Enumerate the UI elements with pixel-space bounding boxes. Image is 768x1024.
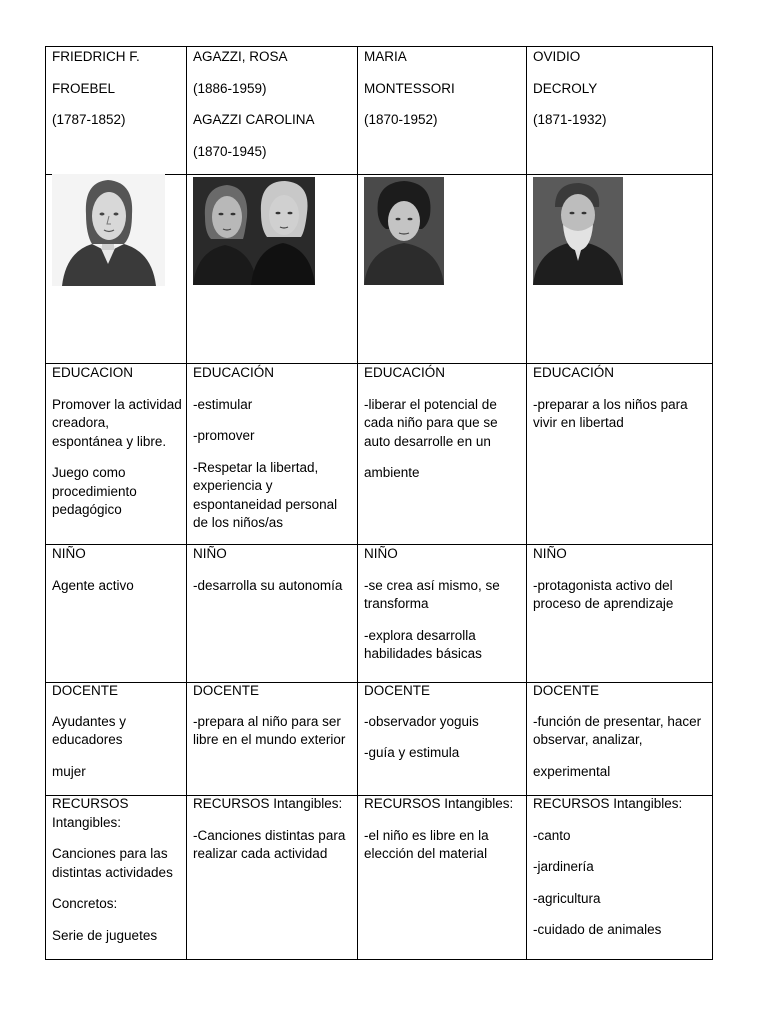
docente-froebel bbox=[46, 682, 186, 781]
recursos-agazzi bbox=[187, 795, 357, 864]
header-agazzi bbox=[187, 47, 357, 161]
cell-text: -canto bbox=[533, 827, 571, 843]
section-title: NIÑO bbox=[52, 546, 86, 561]
header-montessori bbox=[358, 47, 526, 130]
froebel-portrait bbox=[52, 174, 165, 286]
comparison-table bbox=[45, 46, 713, 960]
section-title: NIÑO bbox=[533, 546, 567, 561]
header-line: (1886-1959) bbox=[193, 80, 267, 96]
header-line: AGAZZI, ROSA bbox=[193, 49, 288, 64]
cell-text: -promover bbox=[193, 428, 255, 443]
cell-text: -explora desarrolla habilidades básicas bbox=[364, 627, 482, 661]
cell-text: -estimular bbox=[193, 396, 253, 412]
cell-text: mujer bbox=[52, 763, 86, 779]
recursos-montessori bbox=[358, 795, 526, 864]
section-title: EDUCACIÓN bbox=[193, 365, 275, 380]
header-line: FRIEDRICH F. bbox=[52, 49, 140, 64]
cell-text: -liberar el potencial de cada niño para que se auto desarrolle en un bbox=[364, 396, 498, 449]
header-line: (1871-1932) bbox=[533, 112, 607, 127]
header-line: (1787-1852) bbox=[52, 112, 126, 127]
cell-text: -prepara al niño para ser libre en el mundo exterior bbox=[193, 713, 346, 747]
cell-text: Concretos: bbox=[52, 896, 118, 911]
docente-montessori bbox=[358, 682, 526, 763]
section-title: NIÑO bbox=[193, 546, 227, 561]
cell-text: -preparar a los niños para vivir en libertad bbox=[533, 396, 688, 430]
cell-text: -el niño es libre en la elección del material bbox=[364, 827, 489, 861]
header-froebel bbox=[46, 47, 186, 130]
header-line: MONTESSORI bbox=[364, 80, 455, 96]
section-title: RECURSOS Intangibles: bbox=[533, 796, 683, 811]
cell-text: -jardinería bbox=[533, 859, 594, 874]
cell-text: Canciones para las distintas actividades bbox=[52, 846, 173, 880]
montessori-portrait bbox=[364, 177, 444, 285]
cell-text: -observador yoguis bbox=[364, 713, 479, 729]
section-title: NIÑO bbox=[364, 546, 398, 561]
section-title: EDUCACIÓN bbox=[364, 365, 446, 380]
cell-text: -Respetar la libertad, experiencia y espontaneidad personal de los niños/as bbox=[193, 459, 338, 530]
agazzi-sisters-portrait bbox=[193, 177, 315, 285]
cell-text: -protagonista activo del proceso de aprendizaje bbox=[533, 577, 674, 611]
header-line: DECROLY bbox=[533, 80, 598, 96]
educacion-agazzi bbox=[187, 364, 357, 533]
cell-text: -cuidado de animales bbox=[533, 922, 662, 937]
header-line: AGAZZI CAROLINA bbox=[193, 112, 315, 127]
cell-text: -Canciones distintas para realizar cada actividad bbox=[193, 827, 346, 861]
educacion-froebel bbox=[46, 364, 186, 520]
header-line: MARIA bbox=[364, 49, 407, 64]
cell-text: -agricultura bbox=[533, 890, 601, 906]
header-line: FROEBEL bbox=[52, 80, 116, 96]
section-title: DOCENTE bbox=[364, 683, 431, 698]
cell-text: experimental bbox=[533, 763, 611, 779]
header-line: OVIDIO bbox=[533, 49, 581, 64]
header-line: (1870-1952) bbox=[364, 112, 438, 127]
section-title: DOCENTE bbox=[533, 683, 600, 698]
cell-text: Serie de juguetes bbox=[52, 927, 158, 943]
recursos-froebel bbox=[46, 795, 186, 945]
section-title: RECURSOS Intangibles: bbox=[364, 796, 514, 811]
section-title: RECURSOS Intangibles: bbox=[52, 796, 129, 830]
cell-text: -se crea así mismo, se transforma bbox=[364, 577, 500, 611]
nino-froebel bbox=[46, 545, 186, 595]
cell-text: -guía y estimula bbox=[364, 745, 460, 760]
nino-agazzi bbox=[187, 545, 357, 595]
cell-text: Juego como procedimiento pedagógico bbox=[52, 465, 137, 517]
educacion-decroly bbox=[527, 364, 713, 433]
header-decroly bbox=[527, 47, 713, 130]
educacion-montessori bbox=[358, 364, 526, 483]
nino-montessori bbox=[358, 545, 526, 664]
cell-text: -función de presentar, hacer observar, analizar, bbox=[533, 713, 702, 747]
section-title: RECURSOS Intangibles: bbox=[193, 796, 343, 811]
cell-text: Promover la actividad creadora, espontánea y libre. bbox=[52, 396, 182, 449]
cell-text: -desarrolla su autonomía bbox=[193, 577, 343, 593]
section-title: DOCENTE bbox=[193, 683, 260, 698]
docente-agazzi bbox=[187, 682, 357, 750]
header-line: (1870-1945) bbox=[193, 143, 267, 159]
section-title: EDUCACION bbox=[52, 365, 134, 380]
decroly-portrait bbox=[533, 177, 623, 285]
cell-text: Agente activo bbox=[52, 577, 134, 593]
cell-text: Ayudantes y educadores bbox=[52, 713, 127, 747]
nino-decroly bbox=[527, 545, 713, 614]
cell-text: ambiente bbox=[364, 465, 420, 480]
section-title: EDUCACIÓN bbox=[533, 365, 615, 380]
docente-decroly bbox=[527, 682, 713, 781]
recursos-decroly bbox=[527, 795, 713, 940]
section-title: DOCENTE bbox=[52, 683, 119, 698]
